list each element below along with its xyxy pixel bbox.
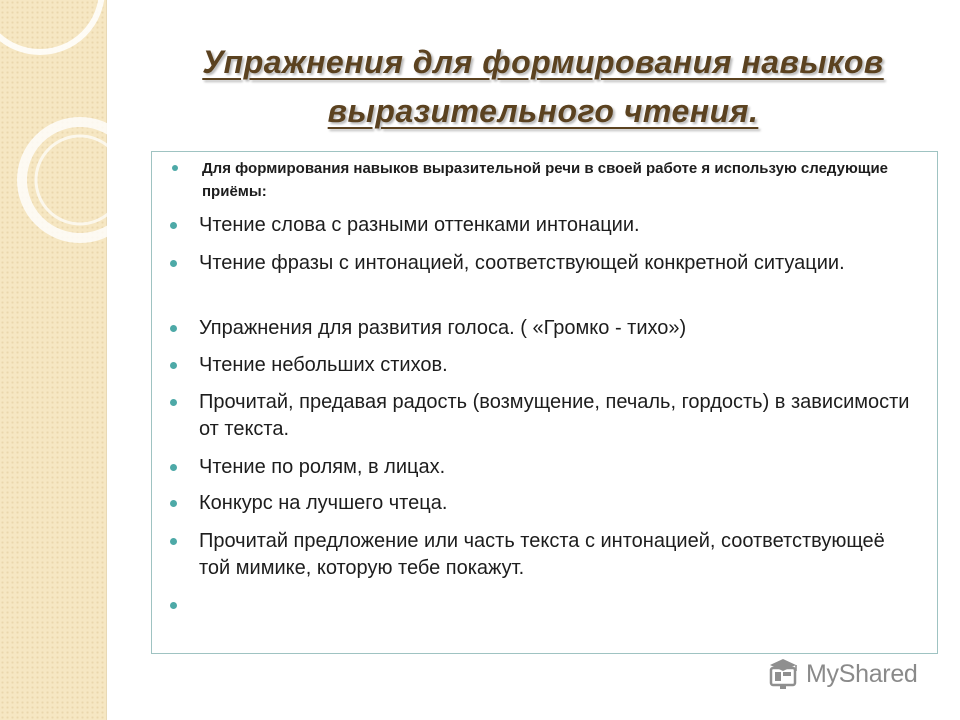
- bullet-dot-icon: [170, 464, 177, 471]
- content-box: [151, 151, 938, 654]
- slide-title-line-1: Упражнения для формирования навыков: [202, 44, 884, 80]
- bullet-text: Чтение фразы с интонацией, соответствующей конкретной ситуации.: [199, 252, 845, 274]
- bullet-item: [152, 212, 912, 239]
- bullet-text: Чтение небольших стихов.: [199, 354, 448, 376]
- bullet-text: Чтение слова с разными оттенками интонации.: [199, 214, 640, 236]
- bullet-dot-icon: [170, 222, 177, 229]
- bullet-item: [152, 490, 912, 517]
- bullet-text: Конкурс на лучшего чтеца.: [199, 492, 448, 514]
- bullet-item: [152, 157, 912, 203]
- mortarboard-screen-icon: [766, 657, 800, 691]
- watermark: [766, 656, 918, 692]
- bullet-item: [152, 528, 912, 582]
- bullet-text: Упражнения для развития голоса. ( «Громко - тихо»): [199, 317, 687, 339]
- slide-title-line-2: выразительного чтения.: [327, 93, 759, 129]
- decorative-rings-icon: [0, 0, 120, 260]
- bullet-dot-icon: [170, 325, 177, 332]
- bullet-item: [152, 250, 912, 277]
- watermark-text: MyShared: [806, 659, 918, 688]
- bullet-text: Прочитай предложение или часть текста с интонацией, соответствующеё той мимике, которую тебе покажут.: [199, 530, 885, 579]
- bullet-text: Прочитай, предавая радость (возмущение, печаль, гордость) в зависимости от текста.: [199, 391, 910, 440]
- bullet-text: Чтение по ролям, в лицах.: [199, 456, 446, 478]
- bullet-item: [152, 389, 912, 443]
- slide-title: [110, 38, 960, 136]
- bullet-item: [152, 315, 912, 342]
- bullet-dot-icon: [170, 602, 177, 609]
- bullet-dot-icon: [170, 500, 177, 507]
- bullet-text: Для формирования навыков выразительной речи в своей работе я использую следующие приёмы:: [202, 160, 889, 200]
- bullet-item: [152, 454, 912, 481]
- bullet-item: [152, 352, 912, 379]
- bullet-dot-icon: [170, 362, 177, 369]
- bullet-dot-icon: [172, 165, 178, 171]
- bullet-dot-icon: [170, 538, 177, 545]
- bullet-dot-icon: [170, 399, 177, 406]
- bullet-dot-icon: [170, 260, 177, 267]
